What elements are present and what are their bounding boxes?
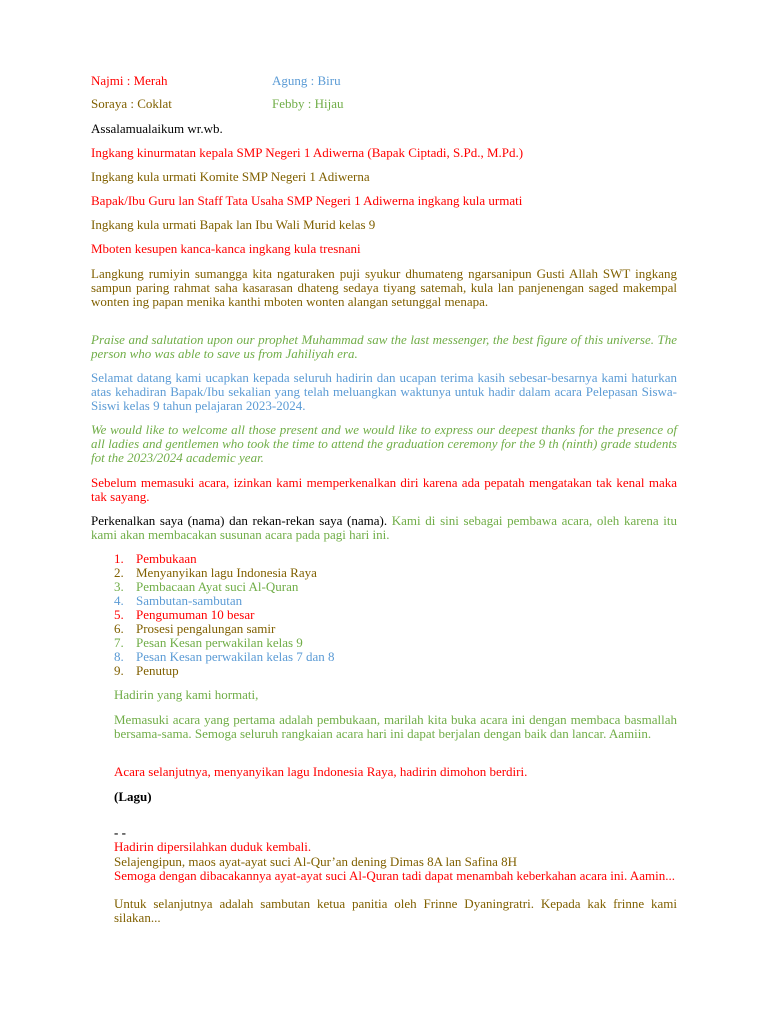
lagu-label: (Lagu)	[114, 789, 152, 804]
paragraph-intro: Sebelum memasuki acara, izinkan kami memperkenalkan diri karena ada pepatah mengatakan tak kenal maka tak sayang.	[91, 475, 677, 504]
line-quran: Selajengipun, maos ayat-ayat suci Al-Qur’an dening Dimas 8A lan Safina 8H	[114, 854, 518, 869]
agenda-item: 9. Penutup	[114, 663, 179, 678]
agenda-item: 4. Sambutan-sambutan	[114, 593, 243, 608]
agenda-item: 5. Pengumuman 10 besar	[114, 607, 255, 622]
paragraph-semoga: Semoga dengan dibacakannya ayat-ayat suci Al-Quran tadi dapat menambah keberkahan acara ini. Aamin...	[114, 868, 675, 883]
paragraph-english-welcome: We would like to welcome all those present and we would like to express our deepest thanks for the presence of all ladies and gentlemen who took the time to attend the graduation ceremony for the 9 th (ninth) grade students fot the 2023/2024 academic year.	[91, 422, 677, 465]
salutation-1: Ingkang kinurmatan kepala SMP Negeri 1 Adiwerna (Bapak Ciptadi, S.Pd., M.Pd.)	[91, 145, 524, 160]
paragraph-indonesian-welcome: Selamat datang kami ucapkan kepada seluruh hadirin dan ucapan terima kasih sebesar-besarnya kami haturkan atas kehadiran Bapak/Ibu sekalian yang telah meluangkan waktunya untuk hadir dalam acara Pelepasan Siswa-Siswi kelas 9 tahun pelajaran 2023-2024.	[91, 370, 677, 413]
paragraph-sambutan: Untuk selanjutnya adalah sambutan ketua panitia oleh Frinne Dyaningratri. Kepada kak frinne kami silakan...	[114, 896, 677, 925]
agenda-item: 3. Pembacaan Ayat suci Al-Quran	[114, 579, 299, 594]
legend-febby: Febby : Hijau	[272, 96, 344, 111]
legend-najmi: Najmi : Merah	[91, 73, 168, 88]
greeting: Assalamualaikum wr.wb.	[91, 121, 223, 136]
paragraph-pembukaan: Memasuki acara yang pertama adalah pembukaan, marilah kita buka acara ini dengan membaca basmallah bersama-sama. Semoga seluruh rangkaian acara hari ini dapat berjalan dengan baik dan lancar. Aamiin.	[114, 712, 677, 741]
paragraph-english-praise: Praise and salutation upon our prophet Muhammad saw the last messenger, the best figure of this universe. The person who was able to save us from Jahiliyah era.	[91, 332, 677, 361]
agenda-item: 1. Pembukaan	[114, 551, 197, 566]
introduce-names: Perkenalkan saya (nama) dan rekan-rekan saya (nama).	[91, 513, 388, 528]
paragraph-javanese-praise: Langkung rumiyin sumangga kita ngaturaken puji syukur dhumateng ngarsanipun Gusti Allah SWT ingkang sampun paring rahmat saha kasarasan dhateng sedaya tiyang satemah, kula lan panjenengan saged makempal wonten ing papan menika kanthi mboten wonten alangan setunggal menapa.	[91, 266, 677, 309]
paragraph-introduce	[91, 514, 677, 542]
dashes: - -	[114, 825, 126, 840]
agenda-item: 7. Pesan Kesan perwakilan kelas 9	[114, 635, 303, 650]
introduce-role: Kami di sini sebagai pembawa acara, oleh karena itu kami akan membacakan susunan acara pada pagi hari ini.	[91, 513, 677, 542]
agenda-item: 2. Menyanyikan lagu Indonesia Raya	[114, 565, 317, 580]
salutation-4: Ingkang kula urmati Bapak lan Ibu Wali Murid kelas 9	[91, 217, 376, 232]
legend-soraya: Soraya : Coklat	[91, 96, 172, 111]
agenda-item: 6. Prosesi pengalungan samir	[114, 621, 276, 636]
hadirin-greeting: Hadirin yang kami hormati,	[114, 687, 259, 702]
salutation-3: Bapak/Ibu Guru lan Staff Tata Usaha SMP Negeri 1 Adiwerna ingkang kula urmati	[91, 193, 523, 208]
line-duduk: Hadirin dipersilahkan duduk kembali.	[114, 839, 312, 854]
salutation-5: Mboten kesupen kanca-kanca ingkang kula tresnani	[91, 241, 361, 256]
agenda-item: 8. Pesan Kesan perwakilan kelas 7 dan 8	[114, 649, 335, 664]
paragraph-lagu-intro: Acara selanjutnya, menyanyikan lagu Indonesia Raya, hadirin dimohon berdiri.	[114, 764, 528, 779]
legend-agung: Agung : Biru	[272, 73, 341, 88]
salutation-2: Ingkang kula urmati Komite SMP Negeri 1 Adiwerna	[91, 169, 370, 184]
